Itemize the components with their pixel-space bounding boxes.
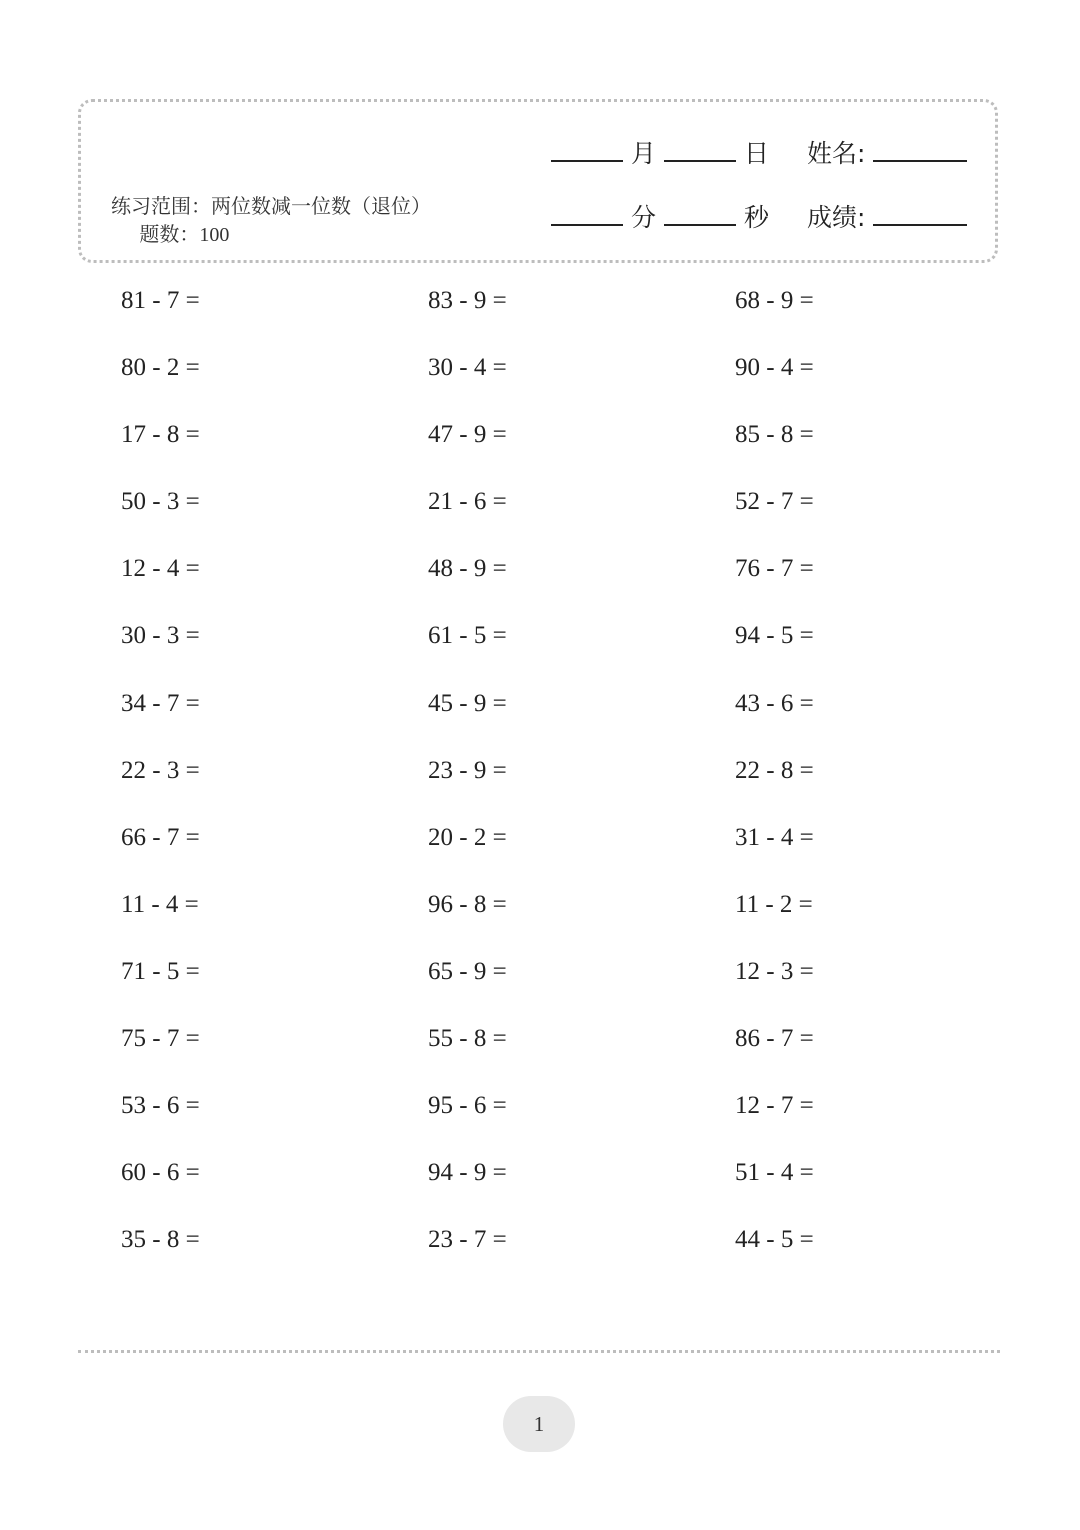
seconds-label: 秒 <box>744 203 770 232</box>
problem-item: 23 - 9 = <box>428 756 507 784</box>
problem-item: 43 - 6 = <box>735 689 814 717</box>
problem-item: 11 - 2 = <box>735 890 813 918</box>
problem-item: 83 - 9 = <box>428 287 507 314</box>
score-label: 成绩: <box>807 203 866 232</box>
problem-row <box>0 417 1080 484</box>
problem-row <box>0 686 1080 753</box>
problem-row <box>0 618 1080 685</box>
problem-item: 22 - 3 = <box>121 756 200 784</box>
problem-item: 61 - 5 = <box>428 622 507 650</box>
problem-row <box>0 1155 1080 1222</box>
worksheet-header <box>78 99 998 263</box>
problem-row <box>0 954 1080 1021</box>
day-label: 日 <box>744 139 770 168</box>
problem-row <box>0 484 1080 551</box>
seconds-blank[interactable] <box>664 224 736 226</box>
count-label: 题数： <box>139 222 200 246</box>
problem-item: 35 - 8 = <box>121 1226 200 1254</box>
problem-row <box>0 820 1080 887</box>
problem-item: 95 - 6 = <box>428 1092 507 1120</box>
problem-grid <box>0 283 1080 1289</box>
problem-row <box>0 1021 1080 1088</box>
month-label: 月 <box>631 139 657 168</box>
problem-row <box>0 887 1080 954</box>
problem-item: 11 - 4 = <box>121 890 199 918</box>
problem-item: 22 - 8 = <box>735 756 814 784</box>
problem-item: 51 - 4 = <box>735 1159 814 1187</box>
problem-item: 20 - 2 = <box>428 823 507 851</box>
page-number: 1 <box>503 1396 575 1452</box>
problem-item: 21 - 6 = <box>428 488 507 516</box>
problem-item: 30 - 4 = <box>428 354 507 382</box>
problem-item: 80 - 2 = <box>121 354 200 382</box>
name-blank[interactable] <box>873 160 967 162</box>
problem-item: 90 - 4 = <box>735 354 814 382</box>
problem-item: 45 - 9 = <box>428 689 507 717</box>
month-blank[interactable] <box>551 160 623 162</box>
problem-item: 66 - 7 = <box>121 823 200 851</box>
problem-item: 65 - 9 = <box>428 957 507 985</box>
count-value: 100 <box>199 224 230 246</box>
problem-item: 47 - 9 = <box>428 421 507 449</box>
problem-row <box>0 350 1080 417</box>
problem-row <box>0 551 1080 618</box>
problem-item: 17 - 8 = <box>121 421 200 449</box>
exercise-scope <box>111 192 441 249</box>
problem-item: 44 - 5 = <box>735 1226 814 1254</box>
minutes-blank[interactable] <box>551 224 623 226</box>
scope-label: 练习范围：两位数减一位数（退位） <box>111 194 431 218</box>
problem-item: 71 - 5 = <box>121 957 200 985</box>
problem-item: 12 - 4 = <box>121 555 200 583</box>
problem-item: 75 - 7 = <box>121 1025 200 1053</box>
problem-item: 12 - 7 = <box>735 1092 814 1120</box>
problem-item: 55 - 8 = <box>428 1025 507 1053</box>
problem-row <box>0 283 1080 350</box>
problem-item: 94 - 5 = <box>735 622 814 650</box>
minutes-label: 分 <box>631 203 657 232</box>
problem-item: 12 - 3 = <box>735 957 814 985</box>
day-blank[interactable] <box>664 160 736 162</box>
problem-item: 34 - 7 = <box>121 689 200 717</box>
problem-row <box>0 1088 1080 1155</box>
problem-item: 53 - 6 = <box>121 1092 200 1120</box>
problem-item: 50 - 3 = <box>121 488 200 516</box>
problem-item: 81 - 7 = <box>121 287 200 314</box>
problem-item: 48 - 9 = <box>428 555 507 583</box>
problem-item: 52 - 7 = <box>735 488 814 516</box>
problem-item: 85 - 8 = <box>735 421 814 449</box>
score-blank[interactable] <box>873 224 967 226</box>
problem-row <box>0 753 1080 820</box>
problem-item: 31 - 4 = <box>735 823 814 851</box>
problem-item: 30 - 3 = <box>121 622 200 650</box>
problem-item: 60 - 6 = <box>121 1159 200 1187</box>
problem-item: 68 - 9 = <box>735 287 814 314</box>
problem-item: 76 - 7 = <box>735 555 814 583</box>
name-label: 姓名: <box>807 139 866 168</box>
problem-item: 86 - 7 = <box>735 1025 814 1053</box>
problem-item: 23 - 7 = <box>428 1226 507 1254</box>
problem-row <box>0 1222 1080 1289</box>
footer-divider <box>78 1350 1000 1353</box>
problem-item: 96 - 8 = <box>428 890 507 918</box>
problem-item: 94 - 9 = <box>428 1159 507 1187</box>
